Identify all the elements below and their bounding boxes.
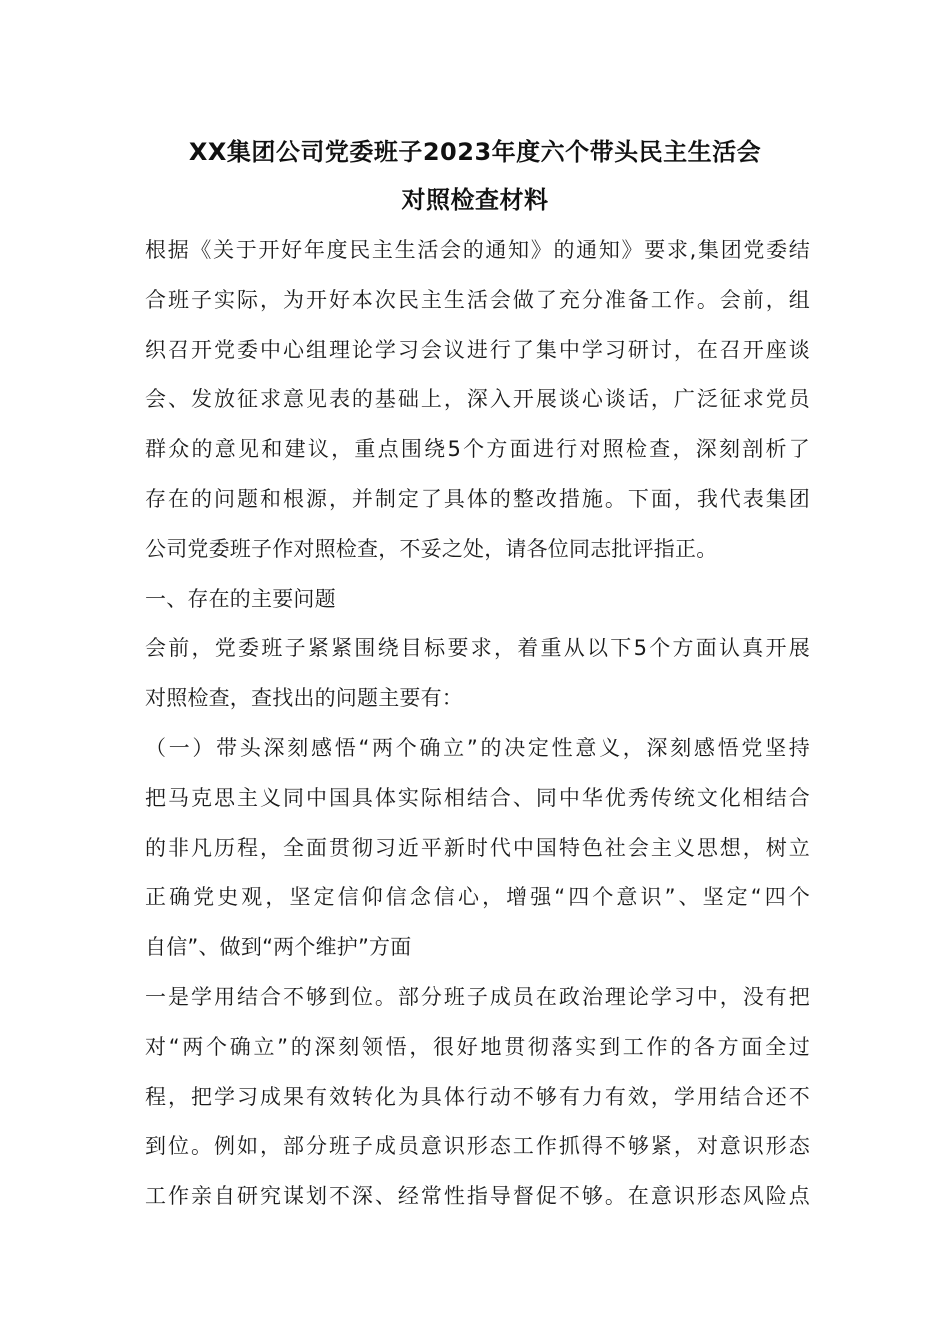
body-line: 对“两个确立”的深刻领悟，很好地贯彻落实到工作的各方面全过 [145, 1034, 810, 1059]
body-line: 会前，党委班子紧紧围绕目标要求，着重从以下5个方面认真开展 [145, 636, 810, 661]
body-line: 根据《关于开好年度民主生活会的通知》的通知》要求,集团党委结 [145, 238, 810, 262]
body-line: 群众的意见和建议，重点围绕5个方面进行对照检查，深刻剖析了 [145, 437, 810, 462]
document-title-line-1: XX集团公司党委班子2023年度六个带头民主生活会 [188, 138, 762, 166]
body-line: 工作亲自研究谋划不深、经常性指导督促不够。在意识形态风险点 [145, 1184, 810, 1209]
document-title-line-2: 对照检查材料 [401, 186, 549, 214]
body-line: 存在的问题和根源，并制定了具体的整改措施。下面，我代表集团 [145, 486, 810, 511]
body-line: 织召开党委中心组理论学习会议进行了集中学习研讨，在召开座谈 [145, 337, 810, 362]
section-heading: 一、存在的主要问题 [145, 586, 336, 611]
body-line: 程，把学习成果有效转化为具体行动不够有力有效，学用结合还不 [145, 1084, 810, 1109]
body-line: 公司党委班子作对照检查，不妥之处，请各位同志批评指正。 [145, 536, 718, 561]
subsection-heading: 的非凡历程，全面贯彻习近平新时代中国特色社会主义思想，树立 [145, 835, 810, 860]
subsection-heading: 自信”、做到“两个维护”方面 [145, 935, 412, 960]
body-line: 到位。例如，部分班子成员意识形态工作抓得不够紧，对意识形态 [145, 1134, 810, 1159]
body-line: 会、发放征求意见表的基础上，深入开展谈心谈话，广泛征求党员 [145, 387, 810, 412]
subsection-heading: 正确党史观，坚定信仰信念信心，增强“四个意识”、坚定“四个 [145, 885, 810, 910]
body-line: 对照检查，查找出的问题主要有： [145, 686, 463, 711]
subsection-heading: 把马克思主义同中国具体实际相结合、同中华优秀传统文化相结合 [145, 785, 810, 810]
body-line: 合班子实际，为开好本次民主生活会做了充分准备工作。会前，组 [145, 287, 810, 312]
body-line: 一是学用结合不够到位。部分班子成员在政治理论学习中，没有把 [145, 984, 810, 1009]
document-body [145, 233, 810, 1229]
subsection-heading: （一）带头深刻感悟“两个确立”的决定性意义，深刻感悟党坚持 [145, 735, 810, 760]
